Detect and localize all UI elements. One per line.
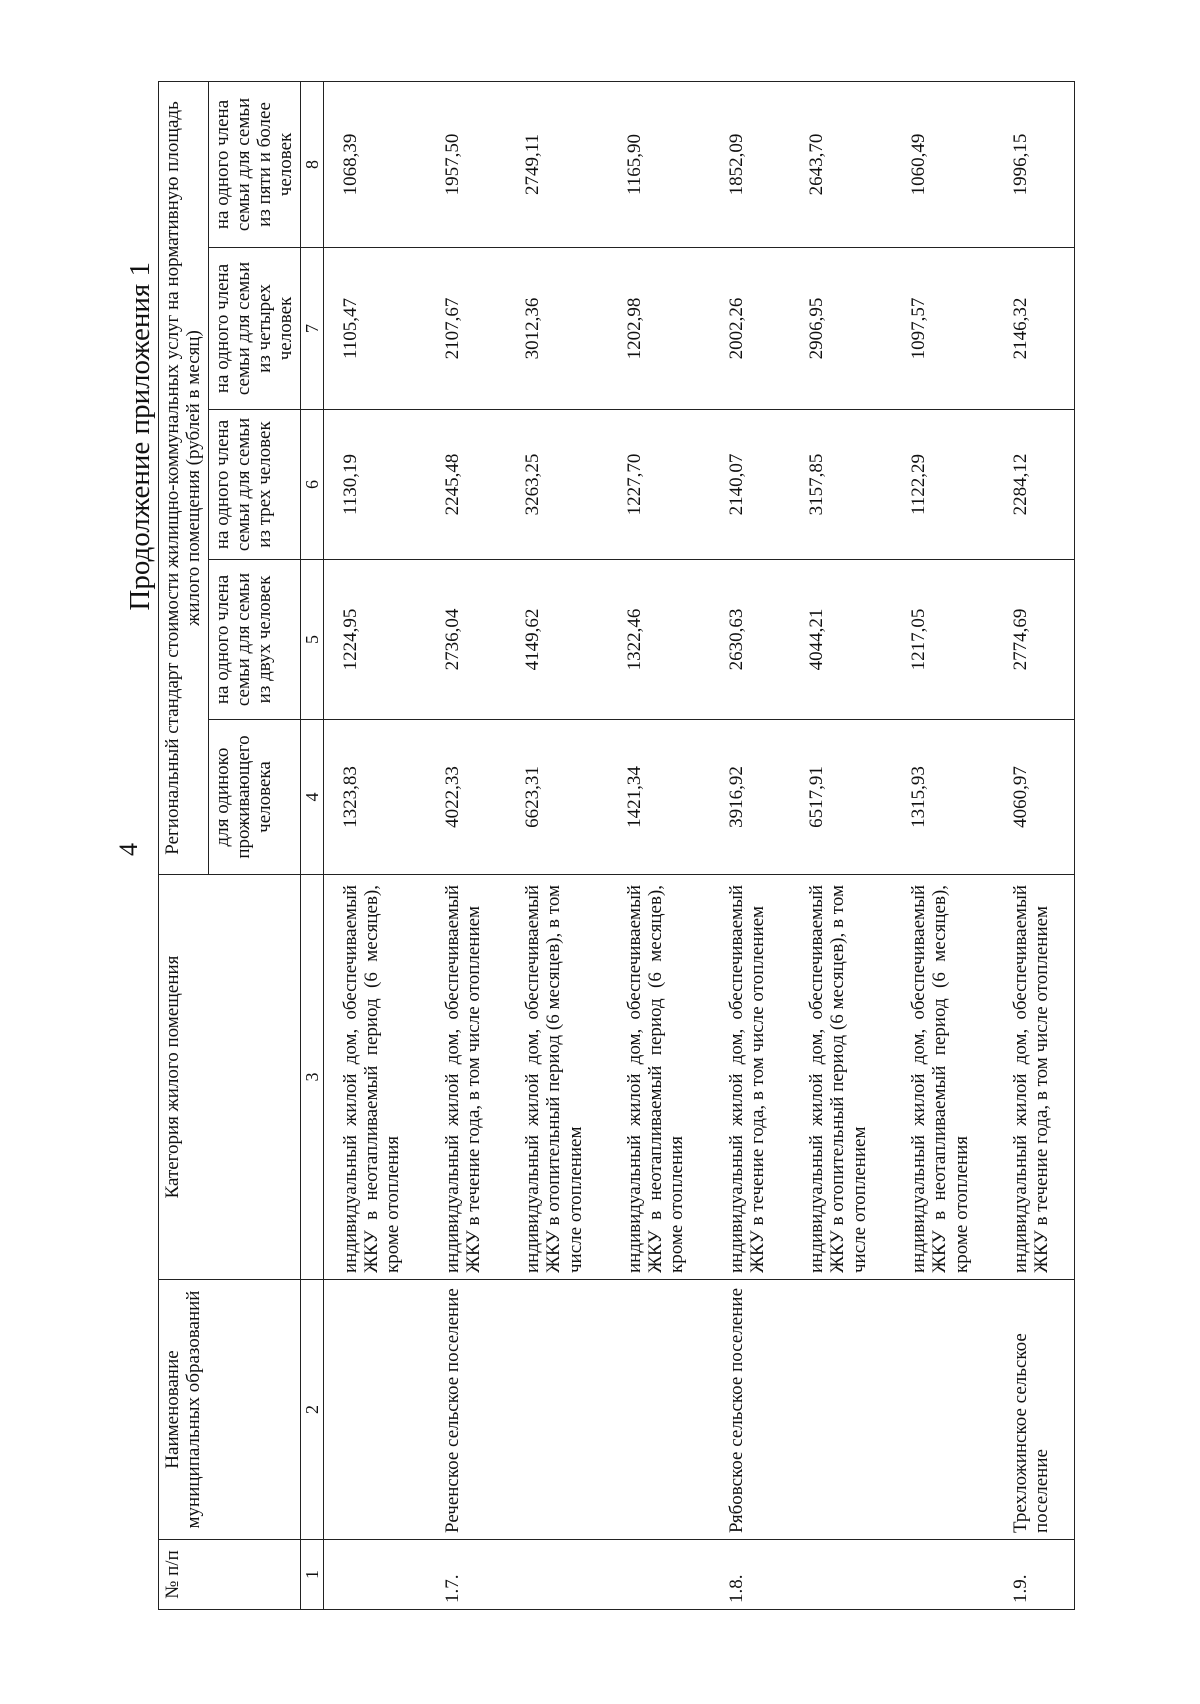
value-family-of-two: 4149,62: [506, 560, 608, 720]
municipality-name: Реченское сельское поселение: [426, 1280, 507, 1540]
housing-category: индивидуальный жилой дом, обеспечиваемый ЖКУ в течение года, в том числе отоплением: [994, 875, 1075, 1280]
value-family-of-three: 1122,29: [892, 410, 994, 560]
value-family-of-two: 1224,95: [323, 560, 425, 720]
table-row: [710, 81, 791, 1609]
value-single-person: 4022,33: [426, 720, 507, 875]
housing-category: индивидуальный жилой дом, обеспечиваемый ЖКУ в отопительный период (6 месяцев), в том числе отоплением: [790, 875, 892, 1280]
value-single-person: 3916,92: [710, 720, 791, 875]
row-index: 1.9.: [994, 1540, 1075, 1610]
table-row: [892, 81, 994, 1609]
table-row: [506, 81, 608, 1609]
value-single-person: 1323,83: [323, 720, 425, 875]
value-family-of-five-plus: 1957,50: [426, 81, 507, 247]
value-family-of-four: 1202,98: [608, 248, 710, 410]
municipality-name: [323, 1280, 425, 1540]
column-number: 6: [300, 410, 323, 560]
value-family-of-two: 2630,63: [710, 560, 791, 720]
municipality-name: [790, 1280, 892, 1540]
value-family-of-two: 1217,05: [892, 560, 994, 720]
header-index: № п/п: [159, 1540, 301, 1610]
value-single-person: 1421,34: [608, 720, 710, 875]
housing-category: индивидуальный жилой дом, обеспечиваемый ЖКУ в течение года, в том числе отоплением: [426, 875, 507, 1280]
value-family-of-two: 4044,21: [790, 560, 892, 720]
header-regional-standard: Региональный стандарт стоимости жилищно-коммунальных услуг на нормативную площадь жилого помещения (рублей в месяц): [159, 81, 209, 874]
housing-category: индивидуальный жилой дом, обеспечиваемый ЖКУ в отопительный период (6 месяцев), в том числе отоплением: [506, 875, 608, 1280]
value-family-of-four: 2906,95: [790, 248, 892, 410]
value-family-of-four: 3012,36: [506, 248, 608, 410]
value-family-of-three: 3263,25: [506, 410, 608, 560]
value-family-of-five-plus: 1852,09: [710, 81, 791, 247]
header-single-person: для одиноко проживающего человека: [208, 720, 300, 875]
value-family-of-two: 2736,04: [426, 560, 507, 720]
column-number: 1: [300, 1540, 323, 1610]
municipality-name: Трехложинское сельское поселение: [994, 1280, 1075, 1540]
header-family-of-four: на одного члена семьи для семьи из четырех человек: [208, 248, 300, 410]
page-number: 4: [114, 843, 143, 856]
appendix-heading: Продолжение приложения 1: [124, 262, 156, 611]
row-index: [790, 1540, 892, 1610]
municipality-name: [892, 1280, 994, 1540]
row-index: 1.8.: [710, 1540, 791, 1610]
column-number: 4: [300, 720, 323, 875]
row-index: [323, 1540, 425, 1610]
value-family-of-two: 2774,69: [994, 560, 1075, 720]
header-category: Категория жилого помещения: [159, 875, 301, 1280]
value-family-of-four: 2146,32: [994, 248, 1075, 410]
table-row: [426, 81, 507, 1609]
value-single-person: 6623,31: [506, 720, 608, 875]
value-family-of-five-plus: 1068,39: [323, 81, 425, 247]
value-family-of-three: 1130,19: [323, 410, 425, 560]
value-family-of-four: 1097,57: [892, 248, 994, 410]
value-family-of-four: 1105,47: [323, 248, 425, 410]
column-number: 3: [300, 875, 323, 1280]
housing-category: индивидуальный жилой дом, обеспечиваемый ЖКУ в течение года, в том числе отоплением: [710, 875, 791, 1280]
header-family-of-five-plus: на одного члена семьи для семьи из пяти и более человек: [208, 81, 300, 247]
value-family-of-five-plus: 1060,49: [892, 81, 994, 247]
housing-standard-table: [158, 81, 1075, 1610]
value-single-person: 4060,97: [994, 720, 1075, 875]
table-row: [608, 81, 710, 1609]
value-single-person: 6517,91: [790, 720, 892, 875]
housing-category: индивидуальный жилой дом, обеспечиваемый ЖКУ в неотапливаемый период (6 месяцев), кроме отопления: [323, 875, 425, 1280]
municipality-name: Рябовское сельское поселение: [710, 1280, 791, 1540]
row-index: 1.7.: [426, 1540, 507, 1610]
value-family-of-four: 2107,67: [426, 248, 507, 410]
municipality-name: [608, 1280, 710, 1540]
table-row: [994, 81, 1075, 1609]
column-number: 5: [300, 560, 323, 720]
header-family-of-three: на одного члена семьи для семьи из трех человек: [208, 410, 300, 560]
column-number: 7: [300, 248, 323, 410]
column-number: 2: [300, 1280, 323, 1540]
table-row: [790, 81, 892, 1609]
municipality-name: [506, 1280, 608, 1540]
value-family-of-three: 1227,70: [608, 410, 710, 560]
value-family-of-three: 2140,07: [710, 410, 791, 560]
value-family-of-five-plus: 2643,70: [790, 81, 892, 247]
value-family-of-five-plus: 1165,90: [608, 81, 710, 247]
value-single-person: 1315,93: [892, 720, 994, 875]
value-family-of-two: 1322,46: [608, 560, 710, 720]
column-number: 8: [300, 81, 323, 247]
value-family-of-three: 2245,48: [426, 410, 507, 560]
housing-category: индивидуальный жилой дом, обеспечиваемый ЖКУ в неотапливаемый период (6 месяцев), кроме отопления: [892, 875, 994, 1280]
table-row: [323, 81, 425, 1609]
header-municipality: Наименование муниципальных образований: [159, 1280, 301, 1540]
table-body: [323, 81, 1075, 1609]
value-family-of-five-plus: 1996,15: [994, 81, 1075, 247]
value-family-of-three: 2284,12: [994, 410, 1075, 560]
row-index: [506, 1540, 608, 1610]
row-index: [892, 1540, 994, 1610]
value-family-of-five-plus: 2749,11: [506, 81, 608, 247]
header-family-of-two: на одного члена семьи для семьи из двух человек: [208, 560, 300, 720]
value-family-of-four: 2002,26: [710, 248, 791, 410]
value-family-of-three: 3157,85: [790, 410, 892, 560]
row-index: [608, 1540, 710, 1610]
housing-category: индивидуальный жилой дом, обеспечиваемый ЖКУ в неотапливаемый период (6 месяцев), кроме отопления: [608, 875, 710, 1280]
